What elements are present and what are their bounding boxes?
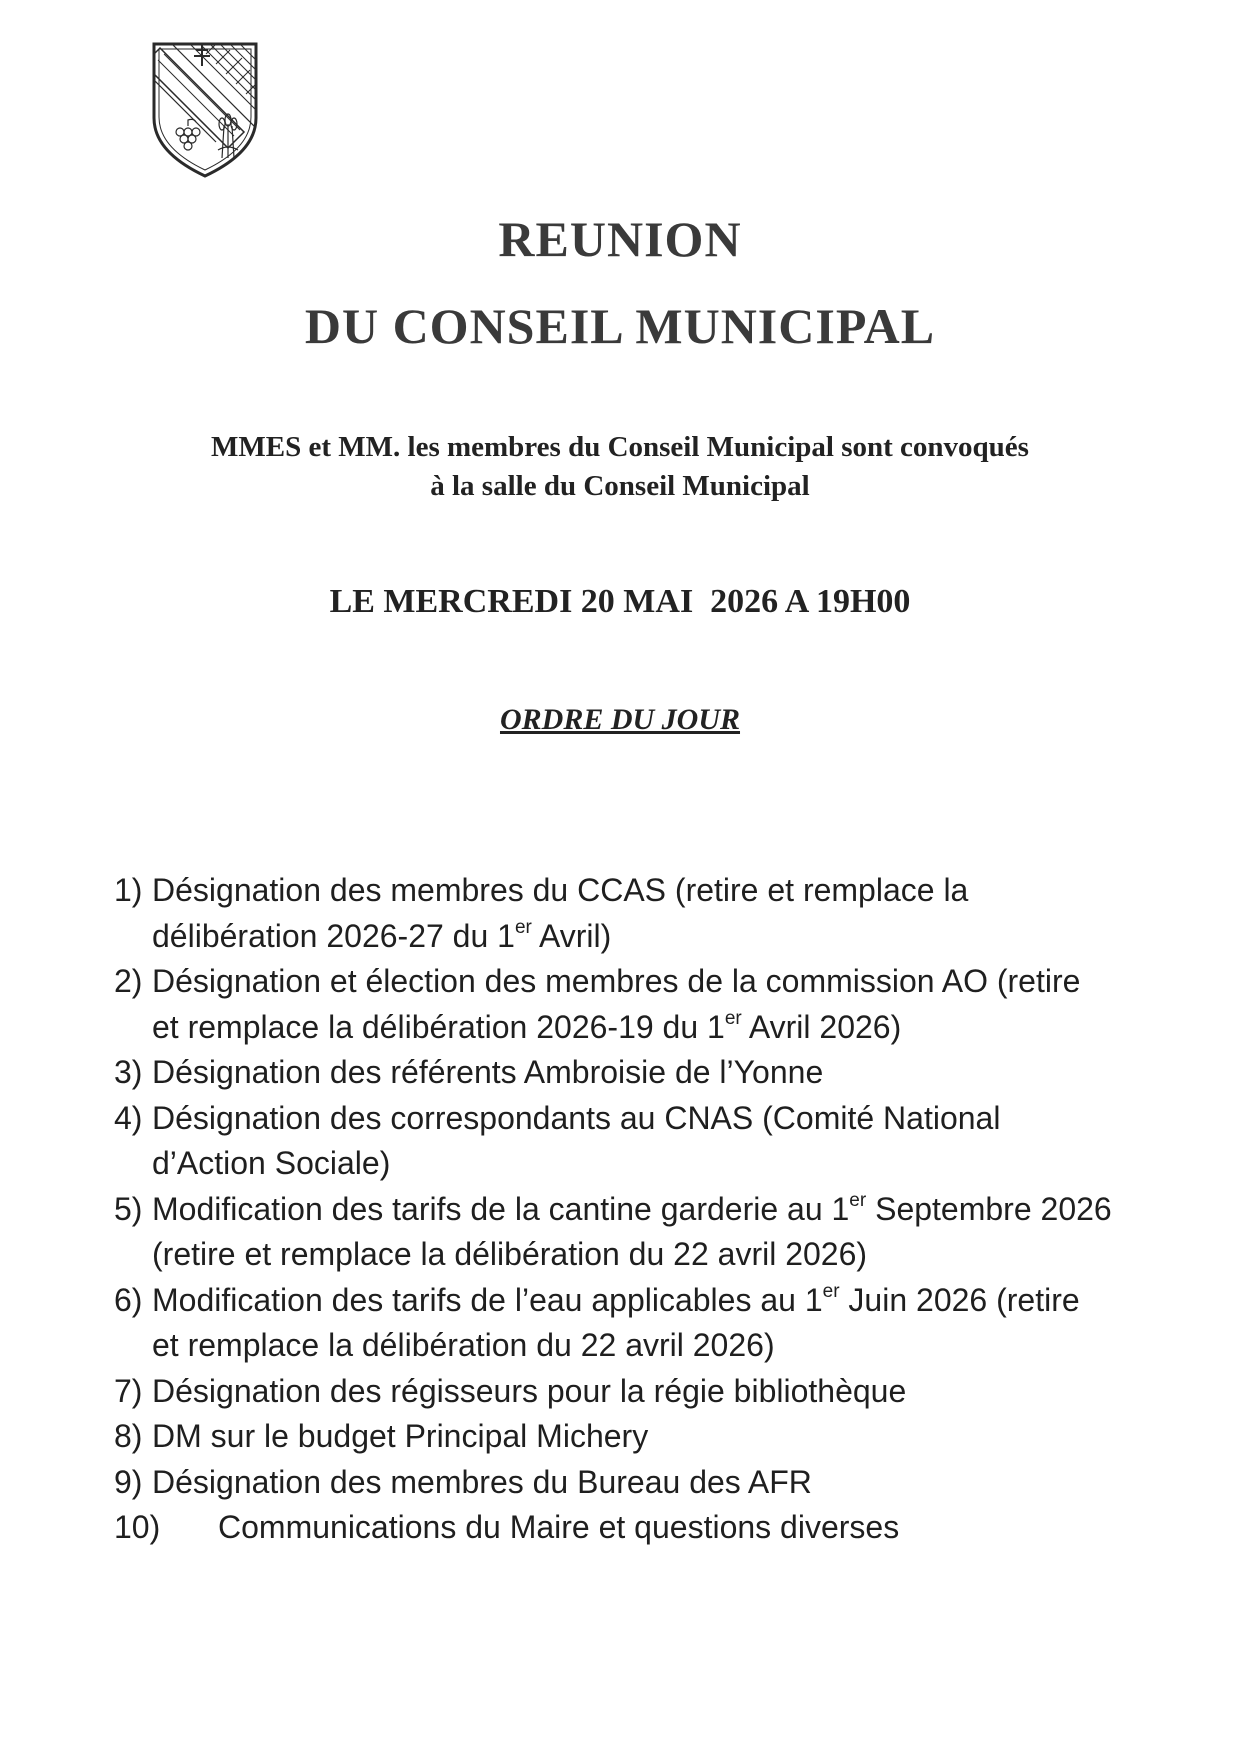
- agenda-item-number: 2): [114, 963, 143, 999]
- agenda-item-8: [114, 1414, 1114, 1460]
- agenda-item-text: [152, 1278, 1114, 1369]
- agenda-item-text: [152, 1414, 1114, 1460]
- agenda-item-text: [152, 959, 1114, 1050]
- agenda-item-2: [114, 959, 1114, 1050]
- agenda-item-text: [152, 1096, 1114, 1187]
- agenda-item-4: [114, 1096, 1114, 1187]
- agenda-item-number: 6): [114, 1281, 143, 1318]
- agenda-item-text-part: Désignation des régisseurs pour la régie bibliothèque: [152, 1372, 907, 1409]
- agenda-item-number: 10): [114, 1509, 161, 1545]
- agenda-item-text-part: Communications du Maire et questions diverses: [218, 1509, 900, 1545]
- agenda-item-text: [152, 1050, 1114, 1096]
- agenda-item-text-part: Modification des tarifs de l’eau applicables au 1: [152, 1281, 823, 1318]
- agenda-item-text-part: Avril): [531, 917, 612, 954]
- agenda-item-text: [152, 1369, 1114, 1415]
- agenda-item-5: [114, 1187, 1114, 1278]
- agenda-item-1: [114, 868, 1114, 959]
- meeting-date: LE MERCREDI 20 MAI 2026 A 19H00: [329, 583, 911, 620]
- agenda-item-text-part: DM sur le budget Principal Michery: [152, 1418, 649, 1454]
- agenda-item-text: [218, 1505, 1114, 1551]
- agenda-item-3: [114, 1050, 1114, 1096]
- agenda-item-7: [114, 1369, 1114, 1415]
- agenda-item-superscript: er: [849, 1189, 867, 1211]
- agenda-item-10: [114, 1505, 1114, 1551]
- agenda-heading: ORDRE DU JOUR: [499, 703, 741, 736]
- agenda-list: [114, 868, 1114, 1551]
- agenda-item-number: 4): [114, 1099, 143, 1136]
- agenda-item-text-part: Modification des tarifs de la cantine garderie au 1: [152, 1190, 850, 1227]
- page-title-line-1: REUNION: [498, 211, 742, 267]
- agenda-item-text-part: Désignation des référents Ambroisie de l’Yonne: [152, 1054, 824, 1090]
- agenda-item-9: [114, 1460, 1114, 1506]
- agenda-item-text: [152, 1187, 1114, 1278]
- agenda-item-number: 8): [114, 1418, 143, 1454]
- page-title-line-2: DU CONSEIL MUNICIPAL: [304, 298, 936, 354]
- agenda-item-text: [152, 1460, 1114, 1506]
- agenda-item-number: 7): [114, 1372, 143, 1409]
- intro-line-2: à la salle du Conseil Municipal: [430, 470, 810, 502]
- agenda-item-number: 9): [114, 1463, 143, 1500]
- agenda-item-text-part: Désignation des membres du CCAS (retire et remplace la délibération 2026-27 du 1: [152, 872, 969, 954]
- agenda-item-text-part: Septembre 2026 (retire et remplace la délibération du 22 avril 2026): [152, 1190, 1112, 1272]
- agenda-item-number: 3): [114, 1054, 143, 1090]
- agenda-item-number: 1): [114, 872, 143, 908]
- agenda-item-text: [152, 868, 1114, 959]
- agenda-item-superscript: er: [724, 1007, 742, 1029]
- agenda-item-number: 5): [114, 1190, 143, 1227]
- agenda-item-superscript: er: [822, 1280, 840, 1302]
- coat-of-arms-icon: [150, 40, 260, 180]
- agenda-item-text-part: Avril 2026): [741, 1008, 902, 1045]
- intro-line-1: MMES et MM. les membres du Conseil Municipal sont convoqués: [211, 431, 1029, 463]
- agenda-item-6: [114, 1278, 1114, 1369]
- agenda-item-text-part: Désignation et élection des membres de la commission AO (retire et remplace la délibération 2026-19 du 1: [152, 963, 1081, 1045]
- convocation-intro: [0, 428, 1240, 506]
- agenda-item-text-part: Désignation des membres du Bureau des AFR: [152, 1463, 812, 1500]
- agenda-item-text-part: Désignation des correspondants au CNAS (Comité National d’Action Sociale): [152, 1099, 1001, 1181]
- agenda-item-superscript: er: [514, 916, 532, 938]
- agenda-item-text-part: Juin 2026 (retire et remplace la délibération du 22 avril 2026): [152, 1281, 1080, 1363]
